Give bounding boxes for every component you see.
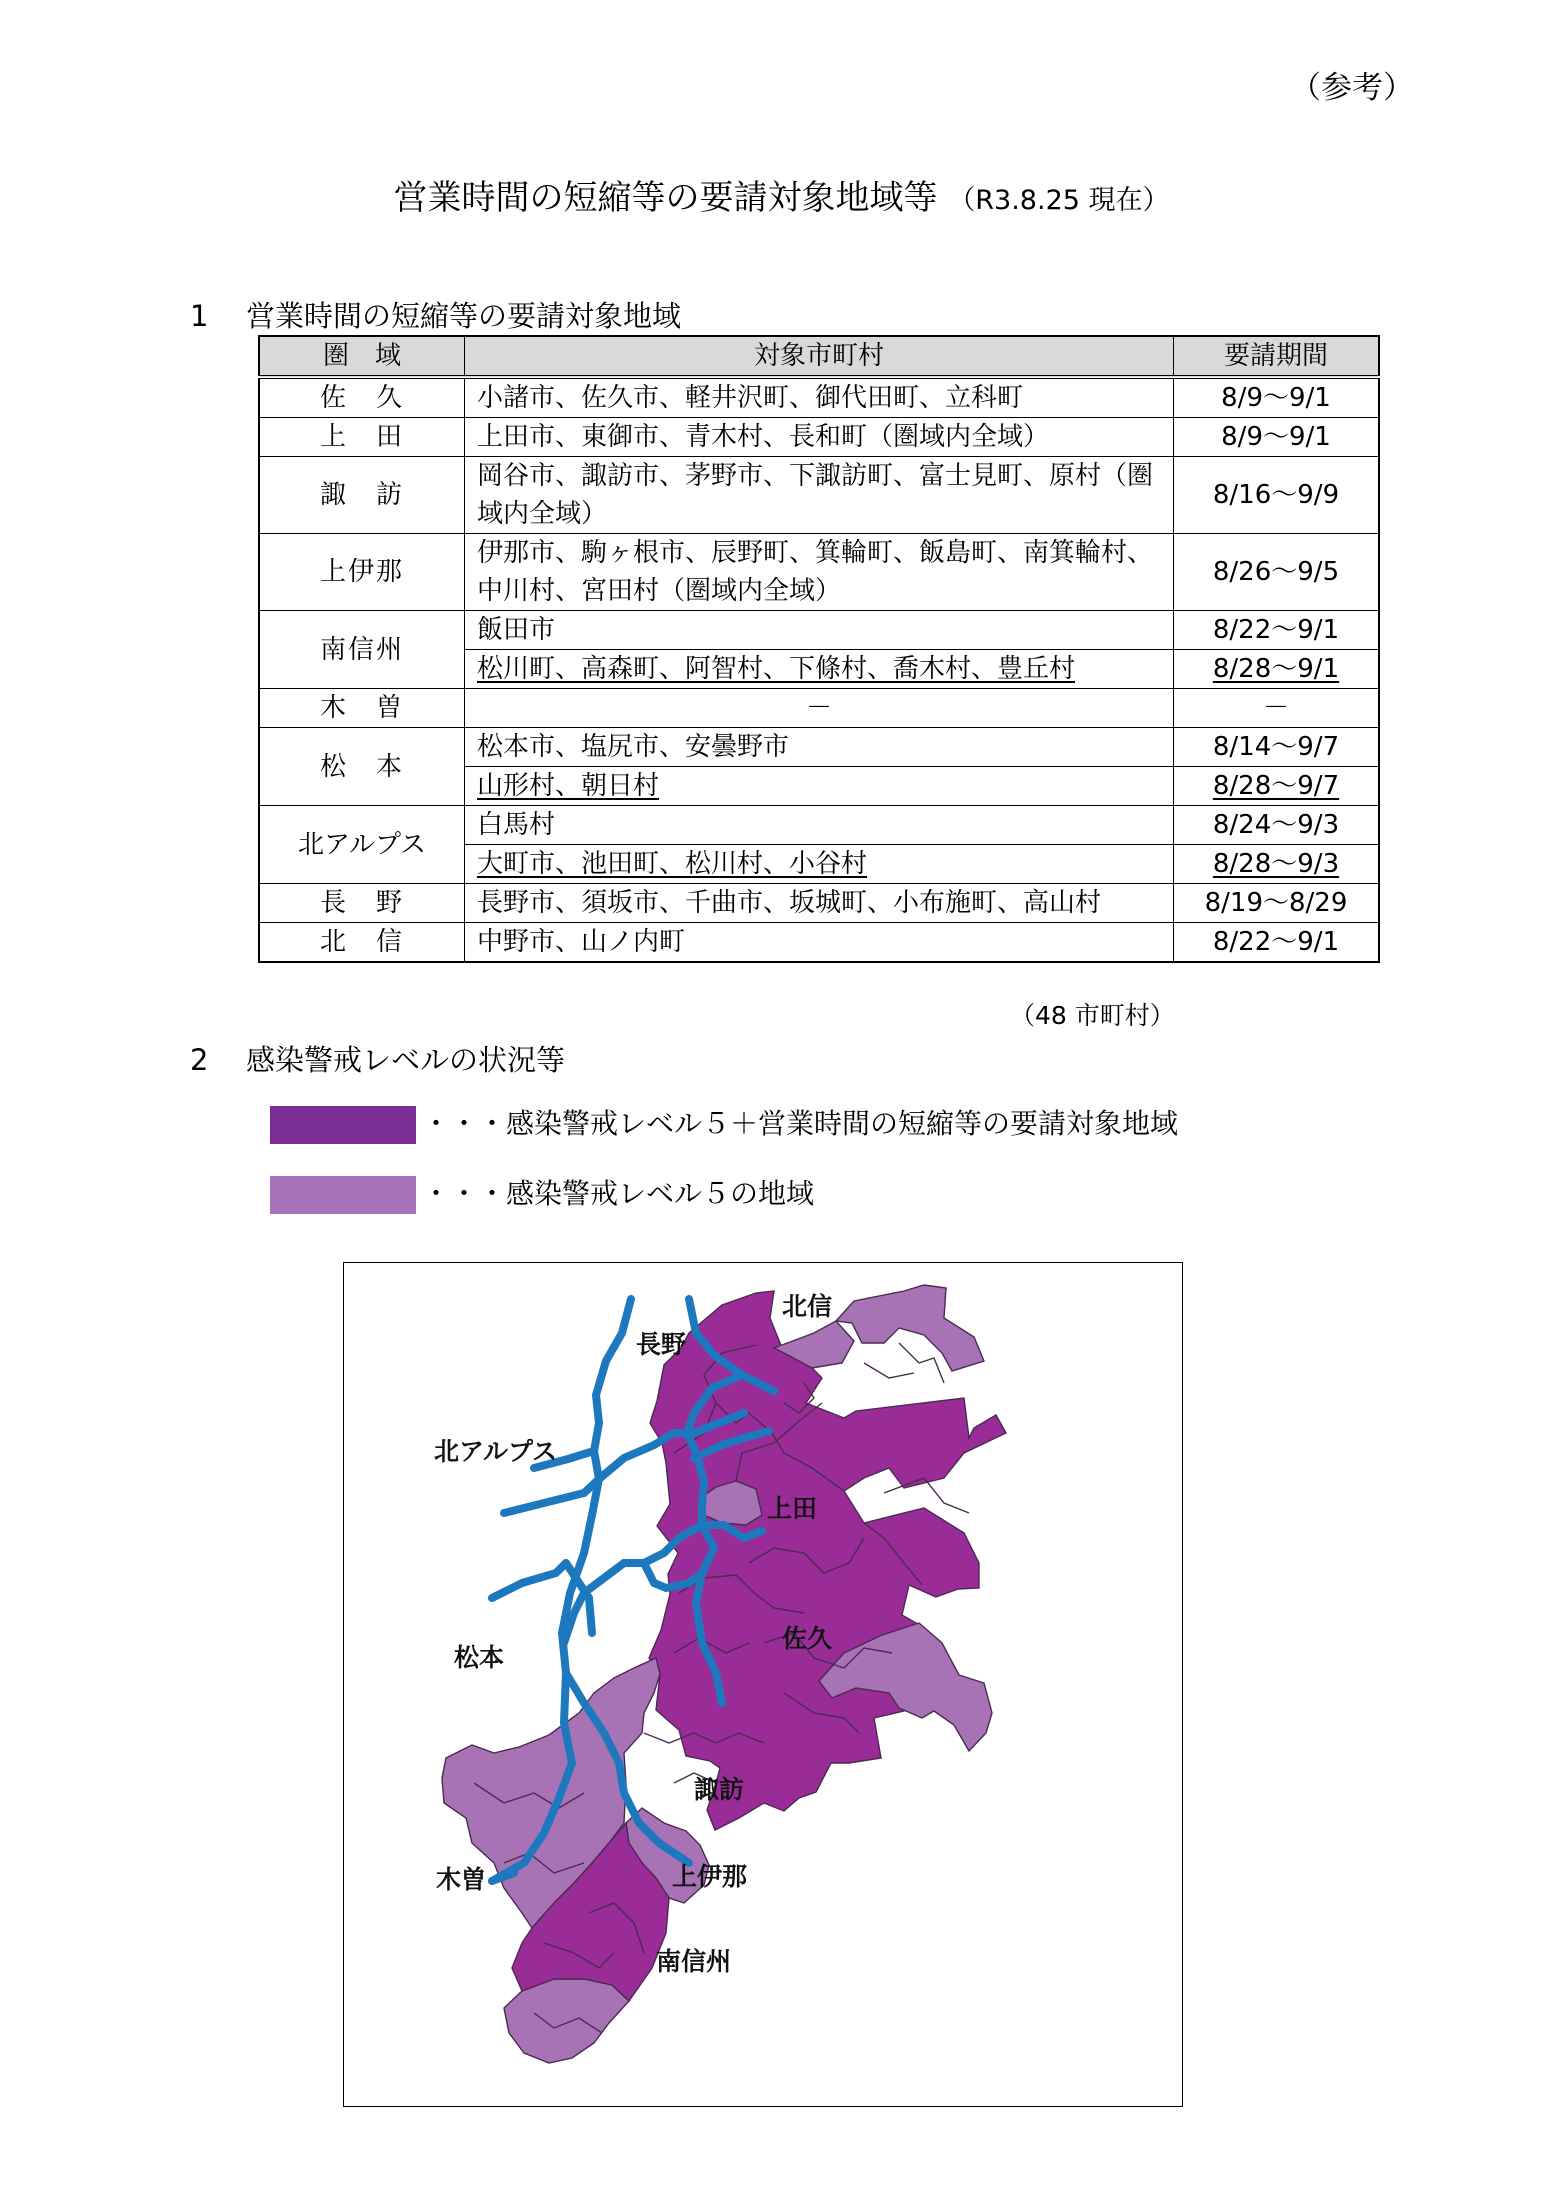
legend-label: ・・・感染警戒レベル５の地域 — [422, 1177, 815, 1210]
period-cell: 8/9～9/1 — [1174, 377, 1380, 418]
area-cell: 南信州 — [259, 611, 465, 689]
period-cell: 8/24～9/3 — [1174, 806, 1380, 845]
period-cell: 8/9～9/1 — [1174, 418, 1380, 457]
map-area-level5-nanshinshu-south — [504, 1979, 629, 2063]
table-row — [259, 611, 1379, 650]
period-cell: 8/14～9/7 — [1174, 728, 1380, 767]
cities-cell: 白馬村 — [465, 806, 1174, 845]
area-cell: 北 信 — [259, 923, 465, 963]
section-2-title: 感染警戒レベルの状況等 — [246, 1043, 566, 1077]
map-label-hokushin: 北信 — [782, 1293, 833, 1321]
table-header-row — [259, 336, 1379, 377]
area-cell: 上伊那 — [259, 534, 465, 611]
table-row — [259, 457, 1379, 534]
area-cell: 諏 訪 — [259, 457, 465, 534]
cities-cell: 松本市、塩尻市、安曇野市 — [465, 728, 1174, 767]
target-areas-table — [258, 335, 1380, 963]
cities-cell: 岡谷市、諏訪市、茅野市、下諏訪町、富士見町、原村（圏域内全域） — [465, 457, 1174, 534]
section-2-number: 2 — [190, 1043, 209, 1077]
legend-swatch-dark — [270, 1106, 416, 1144]
cities-cell: 山形村、朝日村 — [477, 771, 660, 801]
section-1-title: 営業時間の短縮等の要請対象地域 — [246, 299, 682, 333]
cities-cell: 上田市、東御市、青木村、長和町（圏域内全域） — [465, 418, 1174, 457]
map-label-suwa: 諏訪 — [694, 1776, 745, 1804]
municipality-count: （48 市町村） — [1010, 1001, 1175, 1030]
cities-cell: 小諸市、佐久市、軽井沢町、御代田町、立科町 — [465, 377, 1174, 418]
table-row — [259, 534, 1379, 611]
legend-item-level5-plus-request — [270, 1102, 1178, 1144]
cities-cell: 伊那市、駒ヶ根市、辰野町、箕輪町、飯島町、南箕輪村、中川村、宮田村（圏域内全域） — [465, 534, 1174, 611]
reference-label: （参考） — [1290, 70, 1414, 106]
nagano-region-map — [343, 1262, 1183, 2107]
cities-cell: 大町市、池田町、松川村、小谷村 — [477, 849, 868, 879]
cities-cell: 飯田市 — [465, 611, 1174, 650]
table-row — [259, 806, 1379, 845]
area-cell: 北アルプス — [259, 806, 465, 884]
cities-cell: 中野市、山ノ内町 — [465, 923, 1174, 963]
period-cell: 8/16～9/9 — [1174, 457, 1380, 534]
area-cell: 上 田 — [259, 418, 465, 457]
table-row — [259, 923, 1379, 963]
section-2-heading — [190, 1038, 565, 1079]
period-cell: 8/28～9/7 — [1212, 771, 1340, 801]
table-row — [259, 728, 1379, 767]
table-row — [259, 418, 1379, 457]
section-1-number: 1 — [190, 299, 209, 333]
period-cell: 8/19～8/29 — [1174, 884, 1380, 923]
map-label-ueda: 上田 — [767, 1495, 818, 1523]
map-label-nagano: 長野 — [636, 1331, 687, 1359]
legend-swatch-light — [270, 1176, 416, 1214]
header-area: 圏 域 — [259, 336, 465, 377]
map-label-kita-alps: 北アルプス — [434, 1438, 558, 1466]
legend-item-level5 — [270, 1172, 814, 1214]
map-area-level5-request — [649, 1291, 1006, 1830]
period-cell: 8/22～9/1 — [1174, 611, 1380, 650]
cities-cell: － — [465, 689, 1174, 728]
table-row — [259, 377, 1379, 418]
period-cell: － — [1174, 689, 1380, 728]
map-svg — [344, 1263, 1182, 2106]
map-label-kamiina: 上伊那 — [672, 1863, 748, 1891]
section-1-heading — [190, 294, 681, 335]
area-cell: 佐 久 — [259, 377, 465, 418]
map-label-kiso: 木曽 — [436, 1866, 487, 1894]
page-title — [0, 170, 1563, 219]
title-date: （R3.8.25 現在） — [948, 185, 1170, 216]
cities-cell: 松川町、高森町、阿智村、下條村、喬木村、豊丘村 — [477, 654, 1076, 684]
period-cell: 8/28～9/3 — [1212, 849, 1340, 879]
header-cities: 対象市町村 — [465, 336, 1174, 377]
header-period: 要請期間 — [1174, 336, 1380, 377]
cities-cell: 長野市、須坂市、千曲市、坂城町、小布施町、高山村 — [465, 884, 1174, 923]
period-cell: 8/28～9/1 — [1212, 654, 1340, 684]
map-label-saku: 佐久 — [782, 1625, 833, 1653]
period-cell: 8/22～9/1 — [1174, 923, 1380, 963]
map-area-level5-hokushin — [836, 1285, 984, 1371]
area-cell: 松 本 — [259, 728, 465, 806]
table-row — [259, 884, 1379, 923]
area-cell: 長 野 — [259, 884, 465, 923]
table-row — [259, 689, 1379, 728]
title-main: 営業時間の短縮等の要請対象地域等 — [393, 178, 938, 218]
area-cell: 木 曽 — [259, 689, 465, 728]
map-label-nanshinshu: 南信州 — [656, 1948, 732, 1976]
map-label-matsumoto: 松本 — [454, 1644, 505, 1672]
legend-label: ・・・感染警戒レベル５＋営業時間の短縮等の要請対象地域 — [422, 1107, 1179, 1140]
period-cell: 8/26～9/5 — [1174, 534, 1380, 611]
